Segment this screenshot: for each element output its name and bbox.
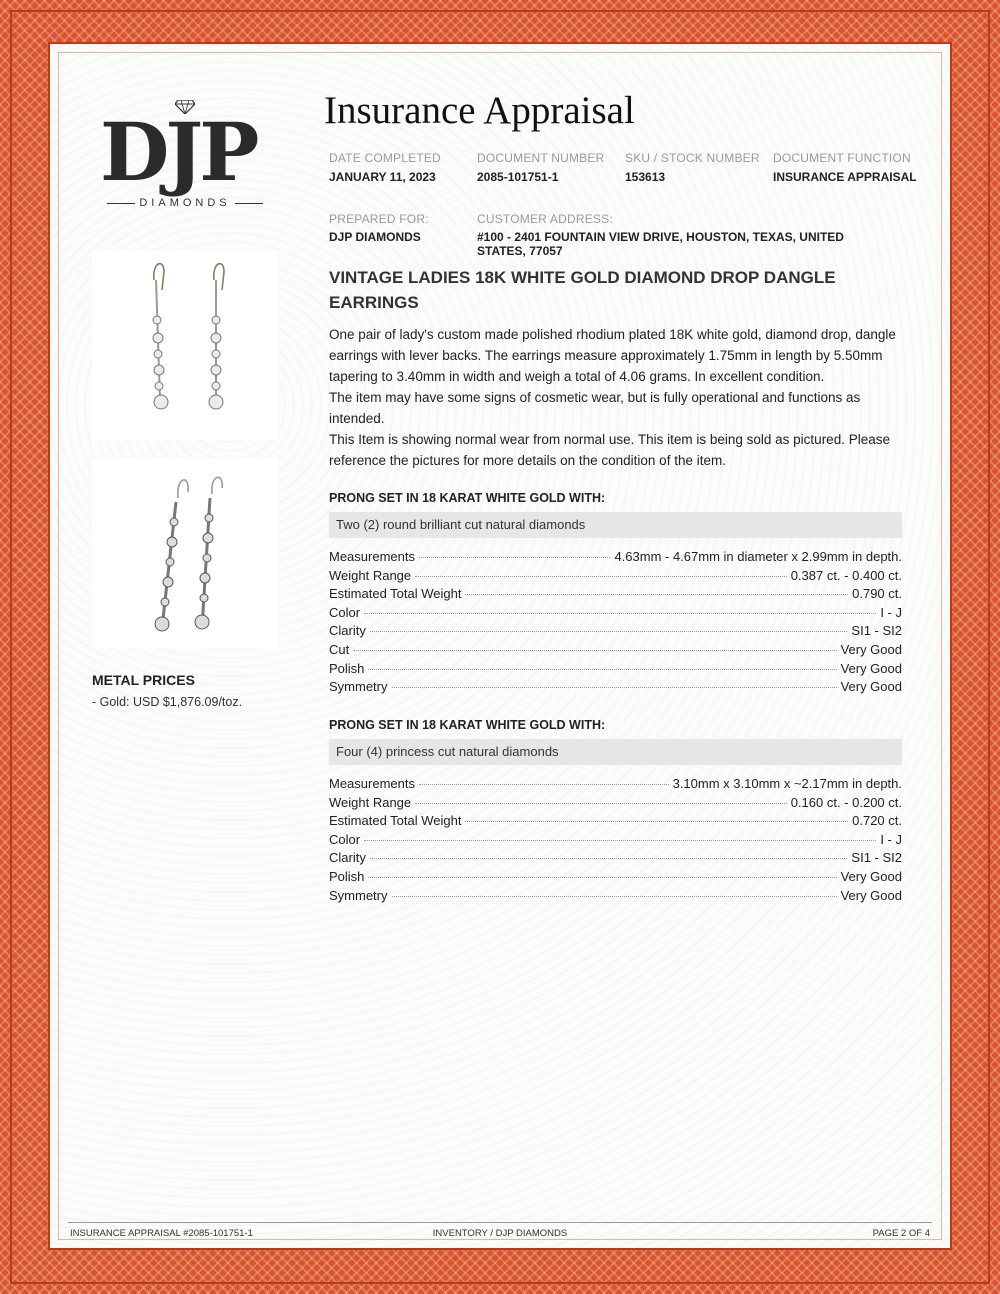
leader-dots xyxy=(353,650,836,651)
spec-value: SI1 - SI2 xyxy=(851,623,902,639)
section-2-title: PRONG SET IN 18 KARAT WHITE GOLD WITH: xyxy=(329,718,606,732)
product-photo-front xyxy=(92,250,278,440)
customer-address-label: CUSTOMER ADDRESS: xyxy=(477,212,613,226)
leader-dots xyxy=(364,613,876,614)
spec-row xyxy=(329,549,902,568)
spec-label: Measurements xyxy=(329,776,415,791)
gold-price: - Gold: USD $1,876.09/toz. xyxy=(92,695,243,709)
spec-value: SI1 - SI2 xyxy=(851,850,902,866)
date-completed-label: DATE COMPLETED xyxy=(329,151,441,165)
spec-row xyxy=(329,586,902,605)
leader-dots xyxy=(419,784,669,785)
document-function-value: INSURANCE APPRAISAL xyxy=(773,170,917,184)
leader-dots xyxy=(465,594,848,595)
spec-value: Very Good xyxy=(840,868,902,884)
spec-label: Measurements xyxy=(329,549,415,564)
footer-document-ref: INSURANCE APPRAISAL #2085-101751-1 xyxy=(70,1228,253,1239)
spec-label: Weight Range xyxy=(329,567,412,583)
metal-prices-title: METAL PRICES xyxy=(92,672,195,688)
spec-row xyxy=(329,661,902,680)
description-paragraph: The item may have some signs of cosmetic wear, but is fully operational and functions as intended. xyxy=(329,390,861,426)
spec-label: Clarity xyxy=(329,623,366,639)
spec-row xyxy=(329,679,902,698)
spec-label: Polish xyxy=(329,868,365,884)
leader-dots xyxy=(370,631,848,632)
spec-value: I - J xyxy=(880,831,902,847)
customer-address-line1: #100 - 2401 FOUNTAIN VIEW DRIVE, HOUSTON, TEXAS, UNITED xyxy=(477,230,844,244)
spec-value: 0.790 ct. xyxy=(852,586,902,602)
spec-label: Cut xyxy=(329,641,350,657)
spec-label: Estimated Total Weight xyxy=(329,586,462,602)
prepared-for-value: DJP DIAMONDS xyxy=(329,230,421,244)
section-1-specs xyxy=(329,549,902,698)
customer-address-line2: STATES, 77057 xyxy=(477,244,563,258)
spec-row xyxy=(329,776,902,795)
leader-dots xyxy=(415,803,787,804)
sku-label: SKU / STOCK NUMBER xyxy=(625,151,760,165)
logo-brand: DIAMONDS xyxy=(100,197,270,209)
spec-value: Very Good xyxy=(840,660,902,676)
leader-dots xyxy=(392,896,837,897)
spec-value: 0.160 ct. - 0.200 ct. xyxy=(790,794,902,810)
spec-row xyxy=(329,623,902,642)
spec-label: Weight Range xyxy=(329,794,412,810)
spec-value: 4.63mm - 4.67mm in diameter x 2.99mm in depth. xyxy=(614,549,902,564)
document-number-label: DOCUMENT NUMBER xyxy=(477,151,605,165)
spec-value: Very Good xyxy=(840,887,902,903)
page-footer xyxy=(68,1222,932,1239)
spec-row xyxy=(329,850,902,869)
product-photo-side xyxy=(92,458,278,648)
leader-dots xyxy=(370,858,848,859)
leader-dots xyxy=(368,669,836,670)
spec-label: Color xyxy=(329,831,361,847)
document-title: Insurance Appraisal xyxy=(324,89,635,132)
spec-value: 3.10mm x 3.10mm x ~2.17mm in depth. xyxy=(672,776,902,791)
spec-label: Polish xyxy=(329,660,365,676)
document-number-value: 2085-101751-1 xyxy=(477,170,559,184)
leader-dots xyxy=(368,877,836,878)
spec-label: Estimated Total Weight xyxy=(329,813,462,829)
spec-label: Clarity xyxy=(329,850,366,866)
section-2-stone: Four (4) princess cut natural diamonds xyxy=(329,739,902,765)
prepared-for-label: PREPARED FOR: xyxy=(329,212,429,226)
item-description xyxy=(329,324,904,471)
spec-row xyxy=(329,795,902,814)
item-title: VINTAGE LADIES 18K WHITE GOLD DIAMOND DROP DANGLE EARRINGS xyxy=(329,268,836,312)
spec-row xyxy=(329,888,902,907)
section-1-stone: Two (2) round brilliant cut natural diamonds xyxy=(329,512,902,538)
spec-row xyxy=(329,869,902,888)
spec-value: Very Good xyxy=(840,641,902,657)
spec-row xyxy=(329,642,902,661)
spec-value: Very Good xyxy=(840,679,902,695)
date-completed-value: JANUARY 11, 2023 xyxy=(329,170,436,184)
spec-label: Color xyxy=(329,604,361,620)
spec-value: 0.387 ct. - 0.400 ct. xyxy=(790,567,902,583)
spec-row xyxy=(329,568,902,587)
djp-logo xyxy=(100,100,270,215)
spec-label: Symmetry xyxy=(329,887,388,903)
spec-row xyxy=(329,813,902,832)
leader-dots xyxy=(415,576,787,577)
logo-letters: DJP xyxy=(100,105,256,199)
footer-page-number: PAGE 2 OF 4 xyxy=(872,1228,930,1239)
description-paragraph: One pair of lady's custom made polished rhodium plated 18K white gold, diamond drop, dangle earrings with lever backs. The earrings measure approximately 1.75mm in length by 5.50mm tapering to 3.40mm in width and weigh a total of 4.06 grams. In excellent condition. xyxy=(329,327,896,384)
section-1-title: PRONG SET IN 18 KARAT WHITE GOLD WITH: xyxy=(329,491,606,505)
leader-dots xyxy=(419,557,610,558)
leader-dots xyxy=(364,840,876,841)
spec-value: 0.720 ct. xyxy=(852,813,902,829)
document-function-label: DOCUMENT FUNCTION xyxy=(773,151,911,165)
footer-inventory: INVENTORY / DJP DIAMONDS xyxy=(432,1228,568,1239)
spec-label: Symmetry xyxy=(329,679,388,695)
sku-value: 153613 xyxy=(625,170,666,184)
spec-row xyxy=(329,605,902,624)
spec-value: I - J xyxy=(880,604,902,620)
spec-row xyxy=(329,832,902,851)
leader-dots xyxy=(465,821,848,822)
description-paragraph: This Item is showing normal wear from normal use. This item is being sold as pictured. Please reference the pictures for more details on the condition of the item. xyxy=(329,432,890,468)
section-2-specs xyxy=(329,776,902,906)
leader-dots xyxy=(392,687,837,688)
